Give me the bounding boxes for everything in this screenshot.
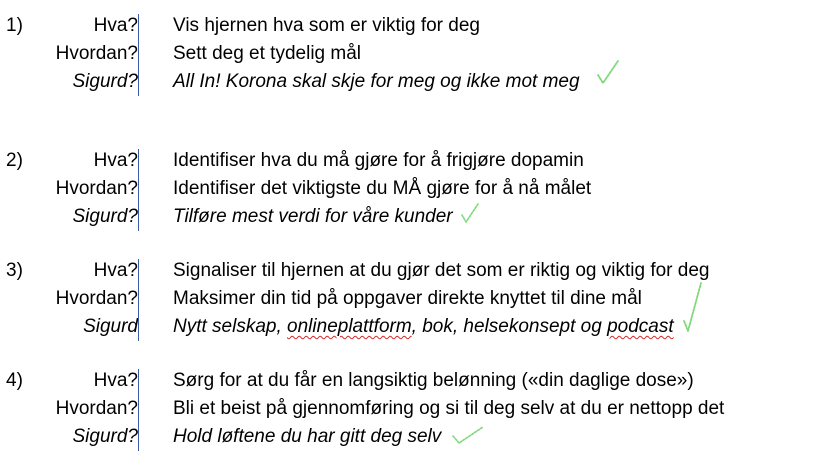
- hva-label: Hva?: [93, 15, 138, 36]
- section-number: 2): [6, 150, 23, 171]
- vertical-divider: [138, 369, 139, 451]
- hva-label: Hva?: [93, 150, 138, 171]
- hva-text: Sørg for at du får en langsiktig belønning («din daglige dose»): [173, 370, 694, 391]
- section-2: [0, 147, 813, 237]
- hvordan-text: Sett deg et tydelig mål: [173, 43, 361, 64]
- hvordan-label: Hvordan?: [55, 288, 138, 309]
- section-3: [0, 257, 813, 347]
- hva-text: Vis hjernen hva som er viktig for deg: [173, 15, 480, 36]
- sigurd-text: All In! Korona skal skje for meg og ikke mot meg: [173, 71, 580, 92]
- section-4: [0, 367, 813, 457]
- spellcheck-underlined-word: onlineplattform: [287, 316, 412, 337]
- spellcheck-underlined-word: podcast: [607, 316, 674, 337]
- green-checkmark-icon: [595, 58, 621, 88]
- sigurd-text-part: Nytt selskap,: [173, 316, 288, 337]
- hvordan-label: Hvordan?: [55, 398, 138, 419]
- green-checkmark-icon: [451, 424, 485, 446]
- section-number: 4): [6, 370, 23, 391]
- vertical-divider: [138, 259, 139, 341]
- sigurd-text-row: [173, 203, 480, 231]
- sigurd-text-row: [173, 68, 621, 96]
- hva-text: Signaliser til hjernen at du gjør det som er riktig og viktig for deg: [173, 260, 710, 281]
- section-number: 1): [6, 15, 23, 36]
- green-checkmark-icon: [460, 202, 480, 226]
- vertical-divider: [138, 14, 139, 96]
- hvordan-text: Bli et beist på gjennomføring og si til deg selv at du er nettopp det: [173, 398, 725, 419]
- sigurd-label: Sigurd?: [72, 206, 138, 227]
- sigurd-text-row: [173, 423, 485, 451]
- hvordan-label: Hvordan?: [55, 178, 138, 199]
- sigurd-text: Tilføre mest verdi for våre kunder: [173, 206, 453, 227]
- section-1: [0, 12, 813, 102]
- sigurd-label: Sigurd?: [72, 426, 138, 447]
- green-checkmark-icon: [681, 279, 705, 335]
- hva-label: Hva?: [93, 370, 138, 391]
- sigurd-label: Sigurd?: [72, 71, 138, 92]
- hva-text: Identifiser hva du må gjøre for å frigjøre dopamin: [173, 150, 584, 171]
- sigurd-text-part: , bok, helsekonsept og: [411, 316, 608, 337]
- hvordan-text: Maksimer din tid på oppgaver direkte knyttet til dine mål: [173, 288, 642, 309]
- sigurd-text-row: [173, 313, 705, 341]
- sigurd-label: Sigurd: [83, 316, 138, 337]
- hva-label: Hva?: [93, 260, 138, 281]
- hvordan-text: Identifiser det viktigste du MÅ gjøre for å nå målet: [173, 178, 592, 199]
- sigurd-text: Hold løftene du har gitt deg selv: [173, 426, 442, 447]
- hvordan-label: Hvordan?: [55, 43, 138, 64]
- vertical-divider: [138, 149, 139, 231]
- section-number: 3): [6, 260, 23, 281]
